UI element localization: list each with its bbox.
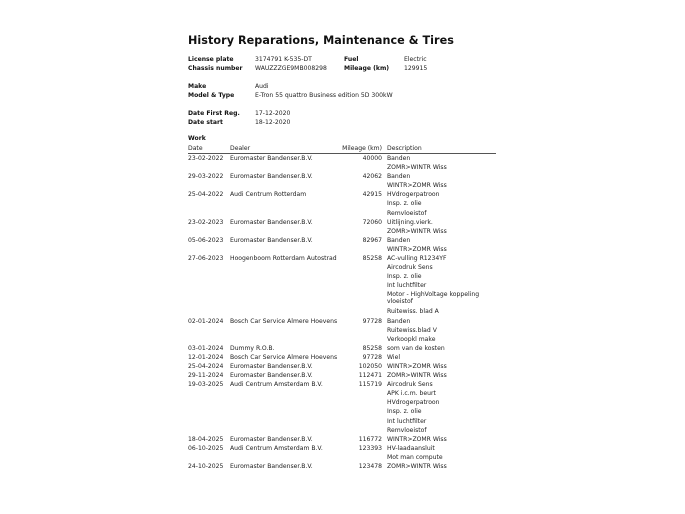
row-dealer: Euromaster Bandenser.B.V.	[230, 173, 313, 181]
row-descriptions	[387, 462, 497, 471]
row-date: 25-04-2024	[188, 362, 224, 370]
column-header-date: Date	[188, 145, 203, 152]
row-mileage: 97728	[362, 353, 382, 361]
row-descriptions	[387, 236, 497, 254]
table-row	[188, 254, 496, 316]
row-description-item: AC-vulling R1234YF	[387, 255, 447, 263]
row-date: 25-04-2022	[188, 191, 224, 199]
row-date: 29-03-2022	[188, 173, 224, 181]
row-date: 29-11-2024	[188, 372, 224, 380]
table-row	[188, 172, 496, 190]
row-date: 19-03-2025	[188, 381, 224, 389]
row-description-item: ZOMR>WINTR Wiss	[387, 164, 447, 172]
row-mileage: 102050	[358, 362, 382, 370]
row-description-item: APK i.c.m. beurt	[387, 390, 436, 398]
vehicle-id-section	[188, 55, 498, 73]
row-description-item: WINTR>ZOMR Wiss	[387, 245, 447, 253]
row-description-item: som van de kosten	[387, 344, 445, 352]
row-descriptions	[387, 317, 497, 344]
row-description-item: Mot man compute	[387, 453, 443, 461]
row-dealer: Euromaster Bandenser.B.V.	[230, 435, 313, 443]
row-descriptions	[387, 353, 497, 362]
row-dealer: Audi Centrum Amsterdam B.V.	[230, 444, 323, 452]
row-dealer: Audi Centrum Rotterdam	[230, 191, 307, 199]
first-reg-value: 17-12-2020	[255, 110, 291, 117]
row-description-item: Int luchtfilter	[387, 282, 427, 290]
work-table-body	[188, 154, 496, 471]
row-mileage: 112471	[358, 372, 382, 380]
work-table-header	[188, 145, 496, 154]
table-row	[188, 435, 496, 444]
row-date: 06-10-2025	[188, 444, 224, 452]
row-description-item: HV-laadaansluit	[387, 444, 435, 452]
mileage-value: 129915	[404, 65, 428, 72]
row-description-item: Wiel	[387, 353, 401, 361]
column-header-mileage: Mileage (km)	[342, 145, 382, 152]
row-mileage: 115719	[358, 381, 382, 389]
row-mileage: 123478	[358, 463, 382, 470]
row-mileage: 116772	[358, 435, 382, 443]
date-start-label: Date start	[188, 119, 223, 126]
table-row	[188, 190, 496, 217]
row-descriptions	[387, 444, 497, 462]
column-header-description: Description	[387, 145, 422, 152]
table-row	[188, 353, 496, 362]
row-dealer: Euromaster Bandenser.B.V.	[230, 372, 313, 380]
work-table	[188, 145, 496, 471]
table-row	[188, 362, 496, 371]
row-descriptions	[387, 218, 497, 236]
row-mileage: 82967	[362, 236, 382, 244]
table-row	[188, 462, 496, 471]
row-description-item: Remvloeistof	[387, 209, 427, 217]
row-descriptions	[387, 371, 497, 380]
row-descriptions	[387, 380, 497, 435]
fuel-value: Electric	[404, 56, 427, 63]
row-mileage: 72060	[362, 218, 382, 226]
row-description-item: HVdrogerpatroon	[387, 191, 440, 199]
row-descriptions	[387, 154, 497, 172]
table-row	[188, 380, 496, 435]
row-descriptions	[387, 190, 497, 217]
row-description-item: Aircodruk Sens	[387, 381, 433, 389]
row-dealer: Euromaster Bandenser.B.V.	[230, 463, 313, 470]
table-row	[188, 344, 496, 353]
row-description-item: Banden	[387, 317, 411, 325]
row-date: 18-04-2025	[188, 435, 224, 443]
row-description-item: Int luchtfilter	[387, 417, 427, 425]
row-descriptions	[387, 172, 497, 190]
row-date: 27-06-2023	[188, 255, 224, 263]
row-mileage: 40000	[362, 155, 382, 162]
row-dealer: Euromaster Bandenser.B.V.	[230, 218, 313, 226]
mileage-label: Mileage (km)	[344, 65, 390, 72]
license-plate-value: 3174791 K-535-DT	[255, 56, 312, 63]
row-description-item: Banden	[387, 236, 411, 244]
table-row	[188, 317, 496, 344]
row-description-item: Insp. z. olie	[387, 408, 422, 416]
column-header-dealer: Dealer	[230, 145, 251, 152]
row-description-item: HVdrogerpatroon	[387, 399, 440, 407]
fuel-label: Fuel	[344, 56, 359, 63]
work-section-title: Work	[188, 135, 206, 142]
row-description-item: Banden	[387, 155, 411, 162]
row-descriptions	[387, 344, 497, 353]
date-start-value: 18-12-2020	[255, 119, 291, 126]
row-description-item: WINTR>ZOMR Wiss	[387, 435, 447, 443]
row-mileage: 97728	[362, 317, 382, 325]
row-date: 02-01-2024	[188, 317, 224, 325]
model-value: E-Tron 55 quattro Business edition 5D 300kW	[255, 92, 393, 99]
row-dealer: Hoogenboom Rotterdam Autostrad	[230, 255, 337, 263]
row-date: 23-02-2022	[188, 155, 224, 162]
row-description-item: Uitlijning.vierk.	[387, 218, 433, 226]
row-description-item: ZOMR>WINTR Wiss	[387, 372, 447, 380]
row-description-item: Motor - HighVoltage koppeling vloeistof	[387, 291, 480, 306]
row-description-item: ZOMR>WINTR Wiss	[387, 463, 447, 470]
model-label: Model & Type	[188, 92, 235, 99]
row-description-item: Banden	[387, 173, 411, 181]
row-date: 12-01-2024	[188, 353, 224, 361]
row-date: 24-10-2025	[188, 463, 224, 470]
row-description-item: Ruitewiss.blad V	[387, 326, 437, 334]
row-description-item: Insp. z. olie	[387, 200, 422, 208]
row-description-item: ZOMR>WINTR Wiss	[387, 227, 447, 235]
row-date: 05-06-2023	[188, 236, 224, 244]
row-date: 03-01-2024	[188, 344, 224, 352]
document-page	[188, 34, 498, 470]
row-dealer: Dummy R.O.B.	[230, 344, 275, 352]
row-descriptions	[387, 254, 497, 316]
row-descriptions	[387, 362, 497, 371]
document-title: History Reparations, Maintenance & Tires	[188, 34, 454, 47]
chassis-label: Chassis number	[188, 65, 243, 72]
table-row	[188, 218, 496, 236]
row-mileage: 85258	[362, 255, 382, 263]
table-row	[188, 236, 496, 254]
row-description-item: Insp. z. olie	[387, 273, 422, 281]
make-label: Make	[188, 83, 207, 90]
row-dealer: Audi Centrum Amsterdam B.V.	[230, 381, 323, 389]
table-row	[188, 444, 496, 462]
chassis-value: WAUZZZGE9MB008298	[255, 65, 327, 72]
row-description-item: Aircodruk Sens	[387, 264, 433, 272]
table-row	[188, 154, 496, 172]
row-dealer: Euromaster Bandenser.B.V.	[230, 155, 313, 162]
row-mileage: 42062	[362, 173, 382, 181]
row-description-item: Remvloeistof	[387, 426, 427, 434]
make-value: Audi	[255, 83, 269, 90]
row-dealer: Bosch Car Service Almere Hoevens	[230, 353, 338, 361]
row-mileage: 123393	[358, 444, 382, 452]
row-description-item: Verkoopkl make	[387, 335, 436, 343]
vehicle-model-section	[188, 82, 498, 100]
row-mileage: 42915	[362, 191, 382, 199]
vehicle-dates-section	[188, 109, 498, 127]
license-plate-label: License plate	[188, 56, 234, 63]
row-description-item: WINTR>ZOMR Wiss	[387, 362, 447, 370]
row-date: 23-02-2023	[188, 218, 224, 226]
table-row	[188, 371, 496, 380]
row-dealer: Bosch Car Service Almere Hoevens	[230, 317, 338, 325]
first-reg-label: Date First Reg.	[188, 110, 240, 117]
row-descriptions	[387, 435, 497, 444]
row-mileage: 85258	[362, 344, 382, 352]
row-description-item: Ruitewiss. blad A	[387, 308, 439, 316]
row-description-item: WINTR>ZOMR Wiss	[387, 182, 447, 190]
row-dealer: Euromaster Bandenser.B.V.	[230, 236, 313, 244]
row-dealer: Euromaster Bandenser.B.V.	[230, 362, 313, 370]
